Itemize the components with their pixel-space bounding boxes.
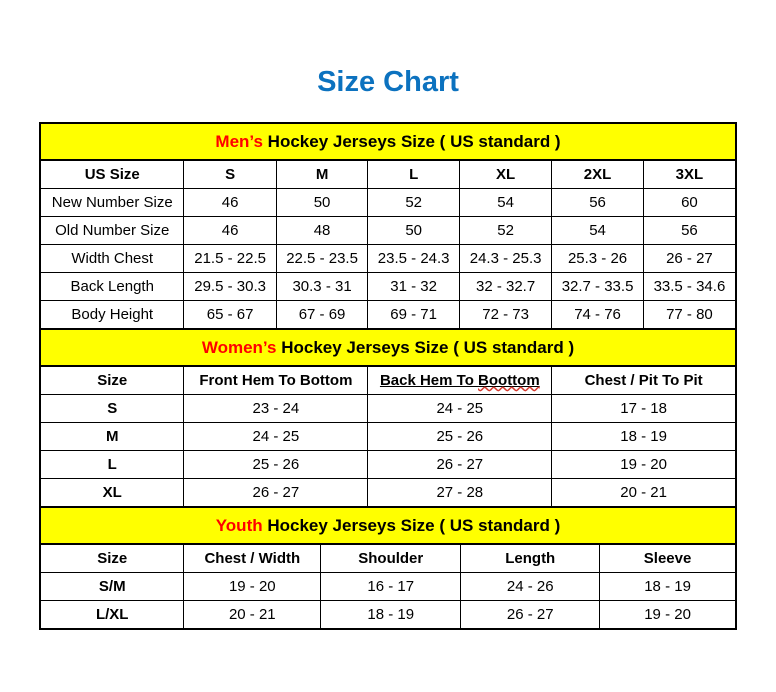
column-header: 2XL [552, 161, 644, 189]
youth-section-highlight: Youth [215, 516, 263, 535]
table-cell: M [41, 423, 184, 451]
table-cell: 32.7 - 33.5 [552, 273, 644, 301]
table-cell: 72 - 73 [459, 301, 551, 329]
table-cell: 29.5 - 30.3 [184, 273, 276, 301]
table-cell: 65 - 67 [184, 301, 276, 329]
column-header: Length [461, 545, 600, 573]
table-row [41, 601, 735, 629]
table-row [41, 189, 735, 217]
table-cell: 54 [459, 189, 551, 217]
misspelled-word: Boottom [478, 372, 540, 389]
table-cell: 32 - 32.7 [459, 273, 551, 301]
table-cell: Old Number Size [41, 217, 184, 245]
table-cell: 52 [459, 217, 551, 245]
column-header: US Size [41, 161, 184, 189]
column-header: Size [41, 367, 184, 395]
table-cell: 46 [184, 217, 276, 245]
table-cell: 16 - 17 [321, 573, 461, 601]
column-header: XL [459, 161, 551, 189]
table-cell: 77 - 80 [643, 301, 735, 329]
column-header: Shoulder [321, 545, 461, 573]
table-cell: 20 - 21 [552, 479, 735, 507]
table-cell: 23.5 - 24.3 [368, 245, 460, 273]
table-cell: 18 - 19 [600, 573, 735, 601]
table-cell: 25 - 26 [368, 423, 552, 451]
table-cell: 26 - 27 [184, 479, 368, 507]
table-cell: L/XL [41, 601, 184, 629]
column-header: L [368, 161, 460, 189]
table-row [41, 423, 735, 451]
womens-size-table [41, 367, 735, 506]
column-header: Size [41, 545, 184, 573]
table-cell: 18 - 19 [321, 601, 461, 629]
table-cell: 56 [552, 189, 644, 217]
table-cell: S [41, 395, 184, 423]
table-cell: 19 - 20 [184, 573, 321, 601]
mens-section-highlight: Men’s [215, 132, 263, 151]
table-cell: 60 [643, 189, 735, 217]
table-cell: 52 [368, 189, 460, 217]
table-cell: 50 [368, 217, 460, 245]
table-cell: 19 - 20 [600, 601, 735, 629]
table-cell: 25.3 - 26 [552, 245, 644, 273]
table-row [41, 301, 735, 329]
table-cell: 25 - 26 [184, 451, 368, 479]
table-row [41, 479, 735, 507]
table-cell: 74 - 76 [552, 301, 644, 329]
table-row [41, 395, 735, 423]
table-cell: Width Chest [41, 245, 184, 273]
table-cell: 24 - 26 [461, 573, 600, 601]
mens-section-rest: Hockey Jerseys Size ( US standard ) [262, 132, 561, 151]
youth-size-table [41, 545, 735, 628]
table-cell: Back Length [41, 273, 184, 301]
table-cell: 22.5 - 23.5 [276, 245, 368, 273]
table-cell: 23 - 24 [184, 395, 368, 423]
table-cell: 26 - 27 [368, 451, 552, 479]
table-cell: New Number Size [41, 189, 184, 217]
table-cell: 26 - 27 [643, 245, 735, 273]
column-header: Front Hem To Bottom [184, 367, 368, 395]
table-cell: 17 - 18 [552, 395, 735, 423]
table-cell: 27 - 28 [368, 479, 552, 507]
table-cell: 69 - 71 [368, 301, 460, 329]
table-cell: 54 [552, 217, 644, 245]
table-cell: Body Height [41, 301, 184, 329]
table-cell: 50 [276, 189, 368, 217]
womens-section-rest: Hockey Jerseys Size ( US standard ) [276, 338, 575, 357]
womens-section-highlight: Women’s [201, 338, 277, 357]
table-cell: 33.5 - 34.6 [643, 273, 735, 301]
table-cell: 24 - 25 [368, 395, 552, 423]
table-cell: 56 [643, 217, 735, 245]
table-cell: 18 - 19 [552, 423, 735, 451]
table-cell: 21.5 - 22.5 [184, 245, 276, 273]
table-cell: 19 - 20 [552, 451, 735, 479]
column-header: M [276, 161, 368, 189]
table-cell: 24.3 - 25.3 [459, 245, 551, 273]
youth-section-rest: Hockey Jerseys Size ( US standard ) [262, 516, 561, 535]
header-row [41, 367, 735, 395]
column-header: Chest / Width [184, 545, 321, 573]
column-header: Back Hem To Boottom [368, 367, 552, 395]
table-row [41, 573, 735, 601]
size-chart-table-group [39, 122, 737, 630]
column-header: Chest / Pit To Pit [552, 367, 735, 395]
column-header: 3XL [643, 161, 735, 189]
table-cell: 48 [276, 217, 368, 245]
table-cell: 24 - 25 [184, 423, 368, 451]
table-cell: 31 - 32 [368, 273, 460, 301]
table-cell: L [41, 451, 184, 479]
table-row [41, 245, 735, 273]
mens-size-table [41, 161, 735, 328]
youth-section-header [41, 506, 735, 545]
mens-section-header [41, 124, 735, 161]
table-cell: XL [41, 479, 184, 507]
column-header: Sleeve [600, 545, 735, 573]
header-row [41, 161, 735, 189]
table-cell: S/M [41, 573, 184, 601]
table-cell: 20 - 21 [184, 601, 321, 629]
table-cell: 30.3 - 31 [276, 273, 368, 301]
table-cell: 67 - 69 [276, 301, 368, 329]
page-title: Size Chart [317, 66, 459, 98]
column-header: S [184, 161, 276, 189]
header-row [41, 545, 735, 573]
table-cell: 26 - 27 [461, 601, 600, 629]
table-row [41, 273, 735, 301]
womens-section-header [41, 328, 735, 367]
table-cell: 46 [184, 189, 276, 217]
table-row [41, 217, 735, 245]
table-row [41, 451, 735, 479]
